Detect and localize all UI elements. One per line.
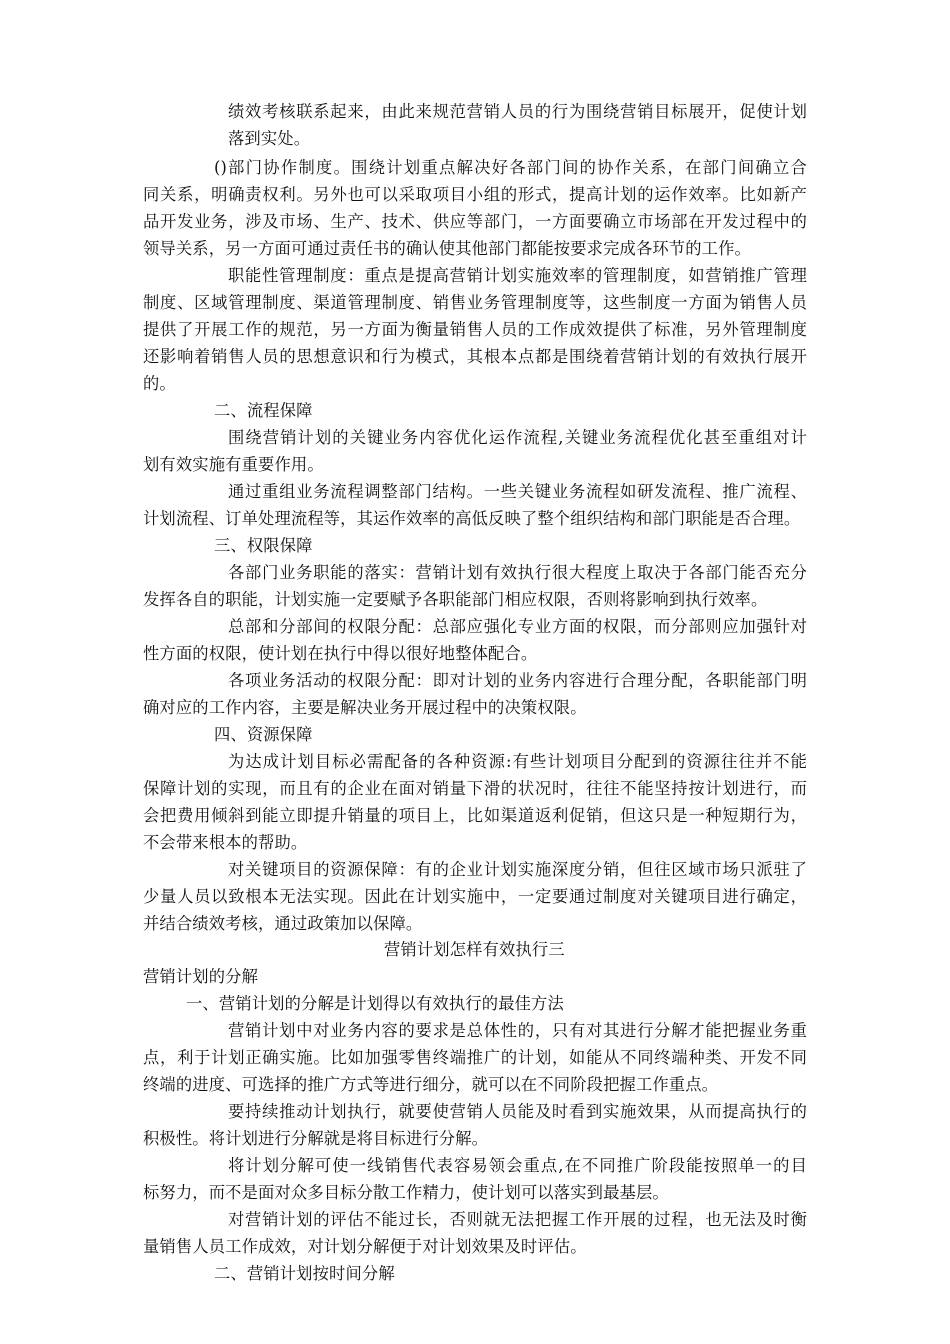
text-line: 三、权限保障 (214, 536, 313, 555)
text-line: 职能性管理制度：重点是提高营销计划实施效率的管理制度，如营销推广管理 (228, 266, 807, 285)
text-line: 总部和分部间的权限分配：总部应强化专业方面的权限，而分部则应加强针对 (228, 617, 807, 636)
text-line: 积极性。将计划进行分解就是将目标进行分解。 (143, 1129, 489, 1148)
text-line: 为达成计划目标必需配备的各种资源:有些计划项目分配到的资源往往并不能 (228, 752, 807, 771)
text-line: 量销售人员工作成效，对计划分解便于对计划效果及时评估。 (143, 1237, 587, 1256)
text-line: 对关键项目的资源保障：有的企业计划实施深度分销，但往区域市场只派驻了 (228, 860, 807, 879)
text-line: 营销计划中对业务内容的要求是总体性的，只有对其进行分解才能把握业务重 (228, 1021, 807, 1040)
text-line: 通过重组业务流程调整部门结构。一些关键业务流程如研发流程、推广流程、 (228, 482, 807, 501)
text-line: 标努力，而不是面对众多目标分散工作精力，使计划可以落实到最基层。 (143, 1183, 669, 1202)
text-line: 提供了开展工作的规范，另一方面为衡量销售人员的工作成效提供了标准，另外管理制度 (143, 320, 807, 339)
text-line: 点，利于计划正确实施。比如加强零售终端推广的计划，如能从不同终端种类、开发不同 (143, 1048, 807, 1067)
text-line: 各部门业务职能的落实：营销计划有效执行很大程度上取决于各部门能否充分 (228, 563, 807, 582)
text-line: 一、营销计划的分解是计划得以有效执行的最佳方法 (186, 994, 564, 1013)
text-line: 并结合绩效考核，通过政策加以保障。 (143, 914, 423, 933)
text-line: 发挥各自的职能，计划实施一定要赋予各职能部门相应权限，否则将影响到执行效率。 (143, 590, 768, 609)
text-line: 少量人员以致根本无法实现。因此在计划实施中，一定要通过制度对关键项目进行确定， (143, 887, 807, 906)
text-line: 领导关系，另一方面可通过责任书的确认使其他部门都能按要求完成各环节的工作。 (143, 239, 751, 258)
text-line: 终端的进度、可选择的推广方式等进行细分，就可以在不同阶段把握工作重点。 (143, 1075, 719, 1094)
text-line: 确对应的工作内容，主要是解决业务开展过程中的决策权限。 (143, 698, 587, 717)
text-line: 会把费用倾斜到能立即提升销量的项目上，比如渠道返利促销，但这只是一种短期行为， (143, 806, 807, 825)
text-line: 计划流程、订单处理流程等，其运作效率的高低反映了整个组织结构和部门职能是否合理。 (143, 509, 801, 528)
text-line: 营销计划怎样有效执行三 (384, 940, 565, 959)
text-line: 要持续推动计划执行，就要使营销人员能及时看到实施效果，从而提高执行的 (228, 1102, 807, 1121)
text-line: 性方面的权限，使计划在执行中得以很好地整体配合。 (143, 644, 538, 663)
text-line: 保障计划的实现，而且有的企业在面对销量下滑的状况时，往往不能坚持按计划进行，而 (143, 779, 807, 798)
text-line: ()部门协作制度。围绕计划重点解决好各部门间的协作关系，在部门间确立合 (214, 158, 807, 177)
text-line: 落到实处。 (228, 129, 311, 148)
text-line: 将计划分解可使一线销售代表容易领会重点,在不同推广阶段能按照单一的目 (228, 1156, 807, 1175)
text-line: 围绕营销计划的关键业务内容优化运作流程,关键业务流程优化甚至重组对计 (228, 428, 807, 447)
text-line: 绩效考核联系起来，由此来规范营销人员的行为围绕营销目标展开，促使计划 (228, 102, 807, 121)
text-line: 二、流程保障 (214, 401, 313, 420)
text-line: 制度、区域管理制度、渠道管理制度、销售业务管理制度等，这些制度一方面为销售人员 (143, 293, 807, 312)
text-line: 二、营销计划按时间分解 (214, 1264, 395, 1283)
text-line: 同关系，明确责权利。另外也可以采取项目小组的形式，提高计划的运作效率。比如新产 (143, 185, 807, 204)
text-line: 品开发业务，涉及市场、生产、技术、供应等部门，一方面要确立市场部在开发过程中的 (143, 212, 807, 231)
text-line: 划有效实施有重要作用。 (143, 455, 324, 474)
text-line: 营销计划的分解 (143, 967, 259, 986)
text-line: 四、资源保障 (214, 725, 313, 744)
text-line: 不会带来根本的帮助。 (143, 833, 308, 852)
text-line: 还影响着销售人员的思想意识和行为模式，其根本点都是围绕着营销计划的有效执行展开 (143, 347, 807, 366)
text-line: 各项业务活动的权限分配：即对计划的业务内容进行合理分配，各职能部门明 (228, 671, 807, 690)
text-line: 的。 (143, 374, 176, 393)
text-line: 对营销计划的评估不能过长，否则就无法把握工作开展的过程，也无法及时衡 (228, 1210, 807, 1229)
